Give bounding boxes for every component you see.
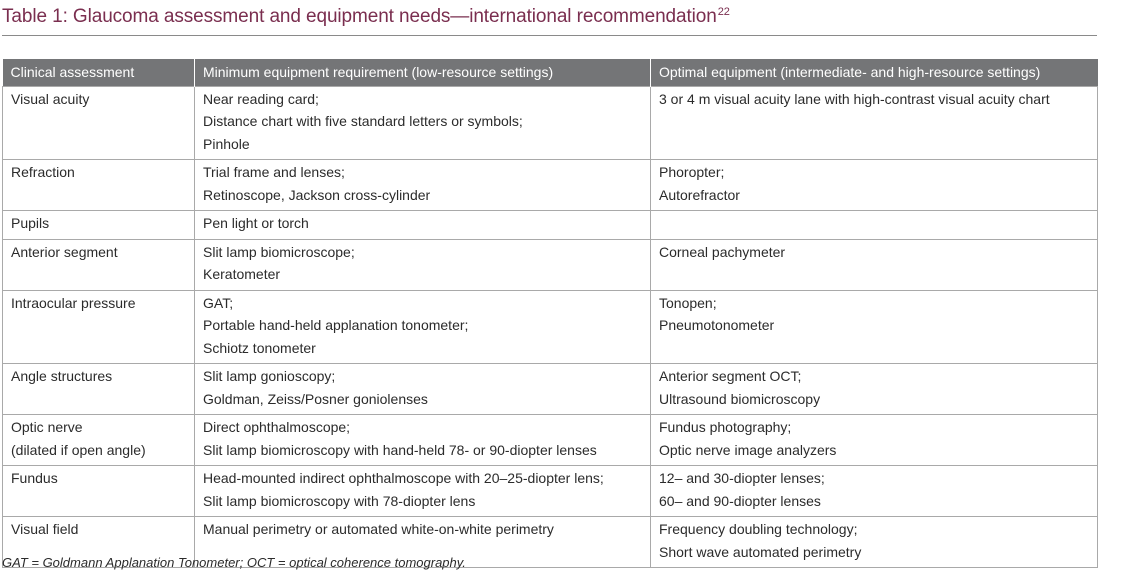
table-row bbox=[3, 211, 1098, 240]
cell-text-line: Autorefractor bbox=[659, 186, 740, 203]
cell-text-line: Portable hand-held applanation tonometer; bbox=[203, 317, 469, 333]
cell-text-line: Pinhole bbox=[203, 135, 250, 152]
cell-minimum-equipment bbox=[195, 415, 651, 466]
cell-minimum-equipment bbox=[195, 239, 651, 290]
cell-text-line: Fundus photography; bbox=[659, 419, 792, 435]
cell-clinical-assessment bbox=[3, 415, 195, 466]
cell-clinical-assessment bbox=[3, 86, 195, 160]
table-title-text: Table 1: Glaucoma assessment and equipment needs—international recommendation bbox=[2, 6, 717, 27]
table-row bbox=[3, 160, 1098, 211]
cell-text-line: Phoropter; bbox=[659, 164, 725, 180]
header-optimal-equipment: Optimal equipment (intermediate- and high-resource settings) bbox=[651, 59, 1098, 86]
cell-optimal-equipment bbox=[651, 415, 1098, 466]
cell-minimum-equipment bbox=[195, 466, 651, 517]
cell-text-line: 60– and 90-diopter lenses bbox=[659, 492, 821, 509]
title-reference: 22 bbox=[717, 6, 730, 18]
cell-text-line: Optic nerve bbox=[11, 419, 83, 435]
cell-optimal-equipment bbox=[651, 160, 1098, 211]
cell-text-line: Retinoscope, Jackson cross-cylinder bbox=[203, 186, 431, 203]
title-divider bbox=[2, 35, 1097, 36]
cell-clinical-assessment bbox=[3, 364, 195, 415]
cell-optimal-equipment bbox=[651, 466, 1098, 517]
cell-text-line: Fundus bbox=[11, 470, 58, 486]
table-header-row bbox=[3, 59, 1098, 86]
cell-clinical-assessment bbox=[3, 466, 195, 517]
cell-clinical-assessment bbox=[3, 290, 195, 364]
cell-text-line: Ultrasound biomicroscopy bbox=[659, 390, 821, 407]
cell-text-line: Visual field bbox=[11, 521, 79, 537]
cell-text-line: Keratometer bbox=[203, 266, 281, 282]
cell-minimum-equipment bbox=[195, 364, 651, 415]
cell-text-line: Short wave automated perimetry bbox=[659, 543, 862, 560]
cell-optimal-equipment bbox=[651, 86, 1098, 160]
equipment-table bbox=[2, 59, 1098, 568]
cell-optimal-equipment bbox=[651, 211, 1098, 240]
cell-text-line: Visual acuity bbox=[11, 90, 90, 107]
table-row bbox=[3, 86, 1098, 160]
header-clinical-assessment: Clinical assessment bbox=[3, 59, 195, 86]
cell-text-line: Slit lamp gonioscopy; bbox=[203, 368, 336, 384]
cell-optimal-equipment bbox=[651, 290, 1098, 364]
cell-text-line: Trial frame and lenses; bbox=[203, 164, 345, 180]
cell-minimum-equipment bbox=[195, 86, 651, 160]
cell-text-line: Angle structures bbox=[11, 368, 113, 384]
cell-text-line: Goldman, Zeiss/Posner goniolenses bbox=[203, 390, 428, 407]
header-minimum-equipment: Minimum equipment requirement (low-resource settings) bbox=[195, 59, 651, 86]
cell-clinical-assessment bbox=[3, 239, 195, 290]
cell-text-line: Manual perimetry or automated white-on-white perimetry bbox=[203, 521, 554, 537]
table-row bbox=[3, 290, 1098, 364]
cell-text-line: Near reading card; bbox=[203, 90, 319, 107]
cell-text-line: Head-mounted indirect ophthalmoscope with 20–25-diopter lens; bbox=[203, 470, 604, 486]
cell-text-line: Corneal pachymeter bbox=[659, 243, 786, 260]
cell-text-line: Optic nerve image analyzers bbox=[659, 441, 837, 458]
cell-optimal-equipment bbox=[651, 239, 1098, 290]
cell-text-line: Slit lamp biomicroscopy with 78-diopter lens bbox=[203, 492, 476, 509]
cell-optimal-equipment bbox=[651, 517, 1098, 568]
table-row bbox=[3, 364, 1098, 415]
cell-text-line: Frequency doubling technology; bbox=[659, 521, 858, 537]
cell-text-line: 3 or 4 m visual acuity lane with high-contrast visual acuity chart bbox=[659, 90, 1050, 107]
cell-text-line: Intraocular pressure bbox=[11, 294, 136, 311]
cell-text-line: Pneumotonometer bbox=[659, 317, 775, 333]
cell-minimum-equipment bbox=[195, 290, 651, 364]
table-footnote: GAT = Goldmann Applanation Tonometer; OCT = optical coherence tomography. bbox=[2, 555, 466, 570]
table-title bbox=[2, 6, 730, 28]
cell-text-line: Refraction bbox=[11, 164, 75, 180]
cell-optimal-equipment bbox=[651, 364, 1098, 415]
cell-text-line: Tonopen; bbox=[659, 294, 717, 311]
cell-clinical-assessment bbox=[3, 160, 195, 211]
cell-minimum-equipment bbox=[195, 160, 651, 211]
cell-text-line: Slit lamp biomicroscope; bbox=[203, 243, 355, 260]
cell-text-line: Distance chart with five standard letters or symbols; bbox=[203, 113, 523, 129]
table-row bbox=[3, 239, 1098, 290]
cell-text-line: Slit lamp biomicroscopy with hand-held 78- or 90-diopter lenses bbox=[203, 441, 597, 458]
cell-text-line: Anterior segment bbox=[11, 243, 118, 260]
table-row bbox=[3, 466, 1098, 517]
cell-text-line: Pen light or torch bbox=[203, 215, 309, 231]
cell-clinical-assessment bbox=[3, 211, 195, 240]
cell-text-line: Anterior segment OCT; bbox=[659, 368, 802, 384]
table-row bbox=[3, 415, 1098, 466]
cell-text-line: GAT; bbox=[203, 294, 234, 311]
cell-text-line: Direct ophthalmoscope; bbox=[203, 419, 351, 435]
cell-text-line: Pupils bbox=[11, 215, 50, 231]
cell-text-line: 12– and 30-diopter lenses; bbox=[659, 470, 825, 486]
cell-text-line: Schiotz tonometer bbox=[203, 339, 316, 356]
cell-text-line: (dilated if open angle) bbox=[11, 441, 146, 458]
cell-minimum-equipment bbox=[195, 211, 651, 240]
